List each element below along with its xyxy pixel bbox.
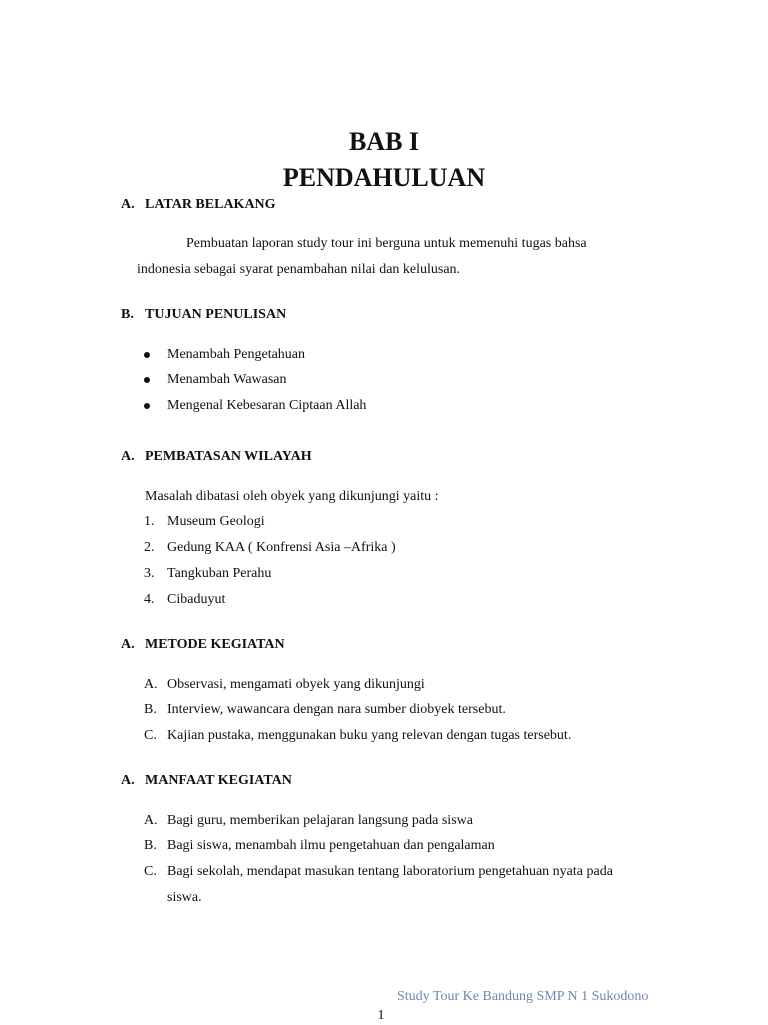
section-heading-pembatasan-wilayah: PEMBATASAN WILAYAH <box>145 449 312 464</box>
list-item: Mengenal Kebesaran Ciptaan Allah <box>167 398 367 413</box>
section-heading-manfaat-kegiatan: MANFAAT KEGIATAN <box>145 773 292 788</box>
list-number: B. <box>144 702 157 717</box>
list-item: Observasi, mengamati obyek yang dikunjungi <box>167 677 425 692</box>
section-heading-latar-belakang: LATAR BELAKANG <box>145 197 276 212</box>
list-item: Cibaduyut <box>167 592 226 607</box>
list-item: Menambah Pengetahuan <box>167 347 306 362</box>
list-item: Museum Geologi <box>167 514 265 529</box>
list-item: Bagi sekolah, mendapat masukan tentang laboratorium pengetahuan nyata pada <box>167 864 613 879</box>
list-number: B. <box>144 838 157 853</box>
section-heading-tujuan-penulisan: TUJUAN PENULISAN <box>145 307 287 322</box>
section-letter: A. <box>121 449 135 464</box>
paragraph-line: indonesia sebagai syarat penambahan nilai dan kelulusan. <box>137 262 461 277</box>
paragraph-line: Pembuatan laporan study tour ini berguna untuk memenuhi tugas bahsa <box>186 236 587 251</box>
section-letter: B. <box>121 307 134 322</box>
section-letter: A. <box>121 773 135 788</box>
list-item: Bagi guru, memberikan pelajaran langsung pada siswa <box>167 813 473 828</box>
list-number: C. <box>144 728 157 743</box>
list-item: Tangkuban Perahu <box>167 566 272 581</box>
list-item: Bagi siswa, menambah ilmu pengetahuan dan pengalaman <box>167 838 495 853</box>
paragraph-line: Masalah dibatasi oleh obyek yang dikunjungi yaitu : <box>145 489 439 504</box>
page-number: 1 <box>377 1008 385 1023</box>
list-number: 4. <box>144 592 155 607</box>
list-item: Interview, wawancara dengan nara sumber diobyek tersebut. <box>167 702 506 717</box>
list-item: Kajian pustaka, menggunakan buku yang relevan dengan tugas tersebut. <box>167 728 572 743</box>
list-item-continuation: siswa. <box>167 890 202 905</box>
section-letter: A. <box>121 637 135 652</box>
list-number: A. <box>144 813 158 828</box>
list-number: 3. <box>144 566 155 581</box>
list-number: C. <box>144 864 157 879</box>
list-item: Menambah Wawasan <box>167 372 287 387</box>
section-letter: A. <box>121 197 135 212</box>
section-heading-metode-kegiatan: METODE KEGIATAN <box>145 637 285 652</box>
list-item: Gedung KAA ( Konfrensi Asia –Afrika ) <box>167 540 396 555</box>
bullet-icon <box>144 352 150 358</box>
page-footer: Study Tour Ke Bandung SMP N 1 Sukodono <box>397 989 649 1004</box>
list-number: A. <box>144 677 158 692</box>
list-number: 1. <box>144 514 155 529</box>
chapter-number: BAB I <box>348 127 420 156</box>
bullet-icon <box>144 377 150 383</box>
bullet-icon <box>144 403 150 409</box>
list-number: 2. <box>144 540 155 555</box>
chapter-title: PENDAHULUAN <box>282 163 486 192</box>
